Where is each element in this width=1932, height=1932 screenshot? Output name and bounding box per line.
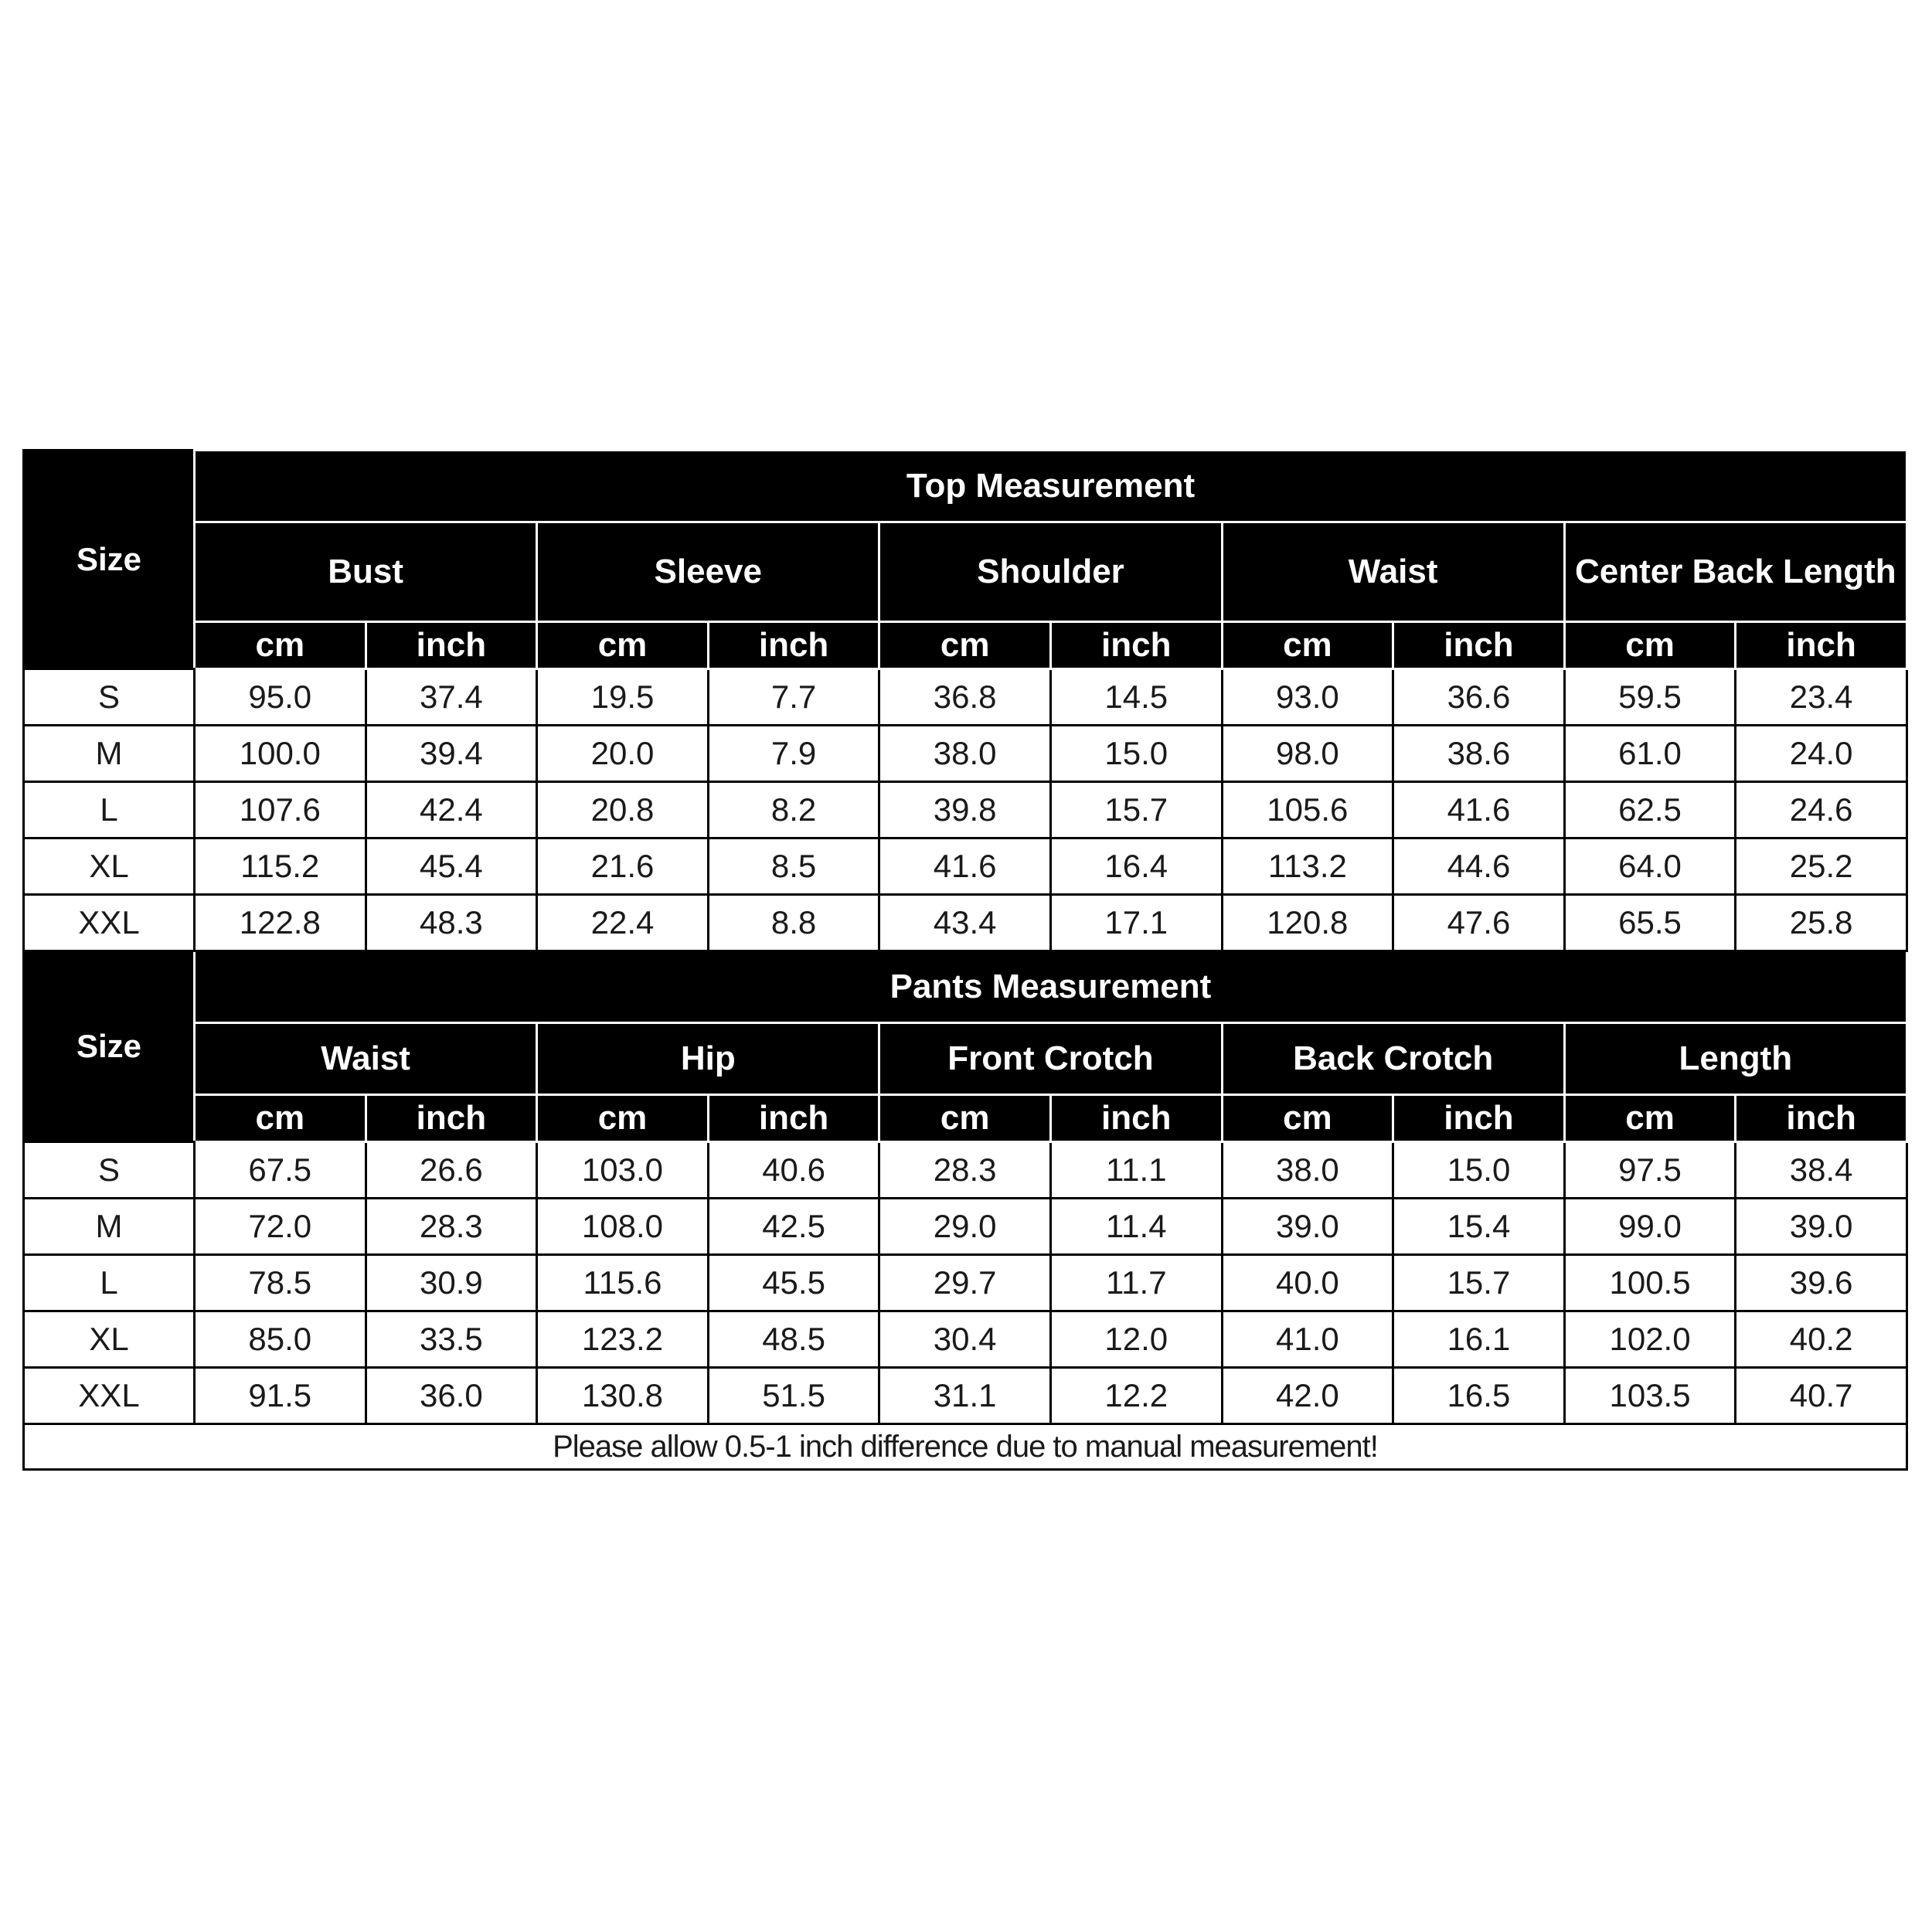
top-value-cell: 115.2 bbox=[195, 838, 366, 895]
pants-size-cell: XL bbox=[24, 1311, 195, 1368]
pants-unit-cm: cm bbox=[195, 1095, 366, 1142]
top-value-cell: 39.4 bbox=[366, 726, 537, 782]
top-value-cell: 43.4 bbox=[879, 895, 1051, 951]
top-value-cell: 7.9 bbox=[708, 726, 879, 782]
top-value-cell: 21.6 bbox=[537, 838, 709, 895]
top-data-rows bbox=[24, 669, 1907, 951]
pants-unit-cm: cm bbox=[1564, 1095, 1736, 1142]
top-table-row bbox=[24, 895, 1907, 951]
pants-unit-cm: cm bbox=[537, 1095, 709, 1142]
top-value-cell: 36.6 bbox=[1393, 669, 1565, 726]
pants-unit-inch: inch bbox=[708, 1095, 879, 1142]
pants-value-cell: 12.0 bbox=[1050, 1311, 1222, 1368]
top-unit-cm: cm bbox=[879, 622, 1051, 669]
top-value-cell: 62.5 bbox=[1564, 782, 1736, 838]
top-group-center-back-length: Center Back Length bbox=[1564, 522, 1906, 622]
pants-value-cell: 130.8 bbox=[537, 1368, 709, 1424]
top-value-cell: 8.5 bbox=[708, 838, 879, 895]
pants-value-cell: 39.0 bbox=[1736, 1199, 1907, 1255]
top-value-cell: 39.8 bbox=[879, 782, 1051, 838]
pants-value-cell: 39.0 bbox=[1222, 1199, 1393, 1255]
top-value-cell: 107.6 bbox=[195, 782, 366, 838]
pants-value-cell: 36.0 bbox=[366, 1368, 537, 1424]
top-table-row bbox=[24, 726, 1907, 782]
top-unit-inch: inch bbox=[1050, 622, 1222, 669]
pants-value-cell: 38.0 bbox=[1222, 1142, 1393, 1199]
pants-value-cell: 40.0 bbox=[1222, 1255, 1393, 1311]
top-table-row bbox=[24, 782, 1907, 838]
pants-value-cell: 78.5 bbox=[195, 1255, 366, 1311]
top-table-row bbox=[24, 669, 1907, 726]
top-unit-cm: cm bbox=[195, 622, 366, 669]
pants-value-cell: 97.5 bbox=[1564, 1142, 1736, 1199]
pants-value-cell: 12.2 bbox=[1050, 1368, 1222, 1424]
top-value-cell: 105.6 bbox=[1222, 782, 1393, 838]
top-value-cell: 65.5 bbox=[1564, 895, 1736, 951]
top-unit-inch: inch bbox=[1393, 622, 1565, 669]
pants-table-row bbox=[24, 1142, 1907, 1199]
top-value-cell: 45.4 bbox=[366, 838, 537, 895]
top-value-cell: 64.0 bbox=[1564, 838, 1736, 895]
pants-value-cell: 40.7 bbox=[1736, 1368, 1907, 1424]
top-unit-cm: cm bbox=[1222, 622, 1393, 669]
top-value-cell: 38.6 bbox=[1393, 726, 1565, 782]
top-value-cell: 7.7 bbox=[708, 669, 879, 726]
pants-value-cell: 28.3 bbox=[879, 1142, 1051, 1199]
top-value-cell: 41.6 bbox=[1393, 782, 1565, 838]
pants-value-cell: 16.5 bbox=[1393, 1368, 1565, 1424]
pants-value-cell: 15.4 bbox=[1393, 1199, 1565, 1255]
pants-value-cell: 40.2 bbox=[1736, 1311, 1907, 1368]
pants-unit-cm: cm bbox=[1222, 1095, 1393, 1142]
top-size-cell: S bbox=[24, 669, 195, 726]
pants-measurement-title: Pants Measurement bbox=[195, 951, 1907, 1023]
top-value-cell: 22.4 bbox=[537, 895, 709, 951]
top-value-cell: 16.4 bbox=[1050, 838, 1222, 895]
pants-value-cell: 72.0 bbox=[195, 1199, 366, 1255]
pants-value-cell: 123.2 bbox=[537, 1311, 709, 1368]
pants-value-cell: 100.5 bbox=[1564, 1255, 1736, 1311]
top-value-cell: 59.5 bbox=[1564, 669, 1736, 726]
top-measurement-section bbox=[24, 451, 1907, 669]
pants-unit-inch: inch bbox=[1736, 1095, 1907, 1142]
pants-data-rows bbox=[24, 1142, 1907, 1424]
top-value-cell: 47.6 bbox=[1393, 895, 1565, 951]
pants-value-cell: 91.5 bbox=[195, 1368, 366, 1424]
pants-value-cell: 40.6 bbox=[708, 1142, 879, 1199]
pants-value-cell: 38.4 bbox=[1736, 1142, 1907, 1199]
pants-value-cell: 48.5 bbox=[708, 1311, 879, 1368]
top-unit-inch: inch bbox=[366, 622, 537, 669]
pants-value-cell: 42.0 bbox=[1222, 1368, 1393, 1424]
top-value-cell: 25.2 bbox=[1736, 838, 1907, 895]
pants-unit-cm: cm bbox=[879, 1095, 1051, 1142]
pants-table-row bbox=[24, 1311, 1907, 1368]
pants-value-cell: 30.9 bbox=[366, 1255, 537, 1311]
top-value-cell: 8.2 bbox=[708, 782, 879, 838]
top-unit-cm: cm bbox=[1564, 622, 1736, 669]
top-group-shoulder: Shoulder bbox=[879, 522, 1222, 622]
top-size-header: Size bbox=[24, 451, 195, 669]
top-unit-inch: inch bbox=[708, 622, 879, 669]
top-value-cell: 38.0 bbox=[879, 726, 1051, 782]
top-value-cell: 122.8 bbox=[195, 895, 366, 951]
pants-value-cell: 11.1 bbox=[1050, 1142, 1222, 1199]
pants-value-cell: 11.7 bbox=[1050, 1255, 1222, 1311]
top-measurement-title: Top Measurement bbox=[195, 451, 1907, 522]
top-value-cell: 41.6 bbox=[879, 838, 1051, 895]
measurement-note: Please allow 0.5-1 inch difference due to manual measurement! bbox=[24, 1424, 1907, 1470]
top-value-cell: 19.5 bbox=[537, 669, 709, 726]
top-value-cell: 100.0 bbox=[195, 726, 366, 782]
pants-size-cell: M bbox=[24, 1199, 195, 1255]
pants-value-cell: 11.4 bbox=[1050, 1199, 1222, 1255]
pants-value-cell: 67.5 bbox=[195, 1142, 366, 1199]
top-group-waist: Waist bbox=[1222, 522, 1564, 622]
top-value-cell: 15.0 bbox=[1050, 726, 1222, 782]
pants-unit-inch: inch bbox=[1050, 1095, 1222, 1142]
top-value-cell: 44.6 bbox=[1393, 838, 1565, 895]
pants-value-cell: 103.5 bbox=[1564, 1368, 1736, 1424]
pants-value-cell: 51.5 bbox=[708, 1368, 879, 1424]
top-unit-inch: inch bbox=[1736, 622, 1907, 669]
pants-value-cell: 99.0 bbox=[1564, 1199, 1736, 1255]
top-value-cell: 14.5 bbox=[1050, 669, 1222, 726]
pants-value-cell: 33.5 bbox=[366, 1311, 537, 1368]
top-value-cell: 42.4 bbox=[366, 782, 537, 838]
top-size-cell: XXL bbox=[24, 895, 195, 951]
pants-value-cell: 26.6 bbox=[366, 1142, 537, 1199]
pants-value-cell: 30.4 bbox=[879, 1311, 1051, 1368]
top-size-cell: XL bbox=[24, 838, 195, 895]
top-value-cell: 20.0 bbox=[537, 726, 709, 782]
pants-value-cell: 115.6 bbox=[537, 1255, 709, 1311]
pants-unit-inch: inch bbox=[1393, 1095, 1565, 1142]
top-value-cell: 17.1 bbox=[1050, 895, 1222, 951]
top-value-cell: 23.4 bbox=[1736, 669, 1907, 726]
top-value-cell: 48.3 bbox=[366, 895, 537, 951]
pants-size-cell: L bbox=[24, 1255, 195, 1311]
pants-table-row bbox=[24, 1255, 1907, 1311]
top-value-cell: 25.8 bbox=[1736, 895, 1907, 951]
pants-measurement-section bbox=[24, 951, 1907, 1142]
top-value-cell: 8.8 bbox=[708, 895, 879, 951]
pants-table-row bbox=[24, 1199, 1907, 1255]
pants-value-cell: 28.3 bbox=[366, 1199, 537, 1255]
pants-value-cell: 15.7 bbox=[1393, 1255, 1565, 1311]
pants-group-back-crotch: Back Crotch bbox=[1222, 1023, 1564, 1095]
pants-value-cell: 45.5 bbox=[708, 1255, 879, 1311]
top-value-cell: 37.4 bbox=[366, 669, 537, 726]
pants-group-hip: Hip bbox=[537, 1023, 879, 1095]
size-chart-table bbox=[22, 449, 1908, 1471]
top-value-cell: 24.0 bbox=[1736, 726, 1907, 782]
top-value-cell: 61.0 bbox=[1564, 726, 1736, 782]
pants-size-cell: XXL bbox=[24, 1368, 195, 1424]
top-unit-cm: cm bbox=[537, 622, 709, 669]
pants-unit-inch: inch bbox=[366, 1095, 537, 1142]
top-size-cell: L bbox=[24, 782, 195, 838]
pants-value-cell: 16.1 bbox=[1393, 1311, 1565, 1368]
top-value-cell: 24.6 bbox=[1736, 782, 1907, 838]
pants-value-cell: 39.6 bbox=[1736, 1255, 1907, 1311]
top-value-cell: 20.8 bbox=[537, 782, 709, 838]
top-value-cell: 36.8 bbox=[879, 669, 1051, 726]
pants-value-cell: 31.1 bbox=[879, 1368, 1051, 1424]
pants-value-cell: 85.0 bbox=[195, 1311, 366, 1368]
top-value-cell: 95.0 bbox=[195, 669, 366, 726]
pants-value-cell: 108.0 bbox=[537, 1199, 709, 1255]
pants-size-cell: S bbox=[24, 1142, 195, 1199]
top-value-cell: 120.8 bbox=[1222, 895, 1393, 951]
pants-group-waist: Waist bbox=[195, 1023, 537, 1095]
top-group-sleeve: Sleeve bbox=[537, 522, 879, 622]
pants-table-row bbox=[24, 1368, 1907, 1424]
pants-value-cell: 103.0 bbox=[537, 1142, 709, 1199]
top-size-cell: M bbox=[24, 726, 195, 782]
pants-value-cell: 15.0 bbox=[1393, 1142, 1565, 1199]
pants-value-cell: 102.0 bbox=[1564, 1311, 1736, 1368]
pants-value-cell: 29.7 bbox=[879, 1255, 1051, 1311]
top-value-cell: 113.2 bbox=[1222, 838, 1393, 895]
top-value-cell: 93.0 bbox=[1222, 669, 1393, 726]
pants-value-cell: 42.5 bbox=[708, 1199, 879, 1255]
top-value-cell: 15.7 bbox=[1050, 782, 1222, 838]
pants-size-header: Size bbox=[24, 951, 195, 1142]
top-table-row bbox=[24, 838, 1907, 895]
pants-value-cell: 41.0 bbox=[1222, 1311, 1393, 1368]
pants-value-cell: 29.0 bbox=[879, 1199, 1051, 1255]
top-value-cell: 98.0 bbox=[1222, 726, 1393, 782]
pants-group-front-crotch: Front Crotch bbox=[879, 1023, 1222, 1095]
top-group-bust: Bust bbox=[195, 522, 537, 622]
pants-group-length: Length bbox=[1564, 1023, 1906, 1095]
